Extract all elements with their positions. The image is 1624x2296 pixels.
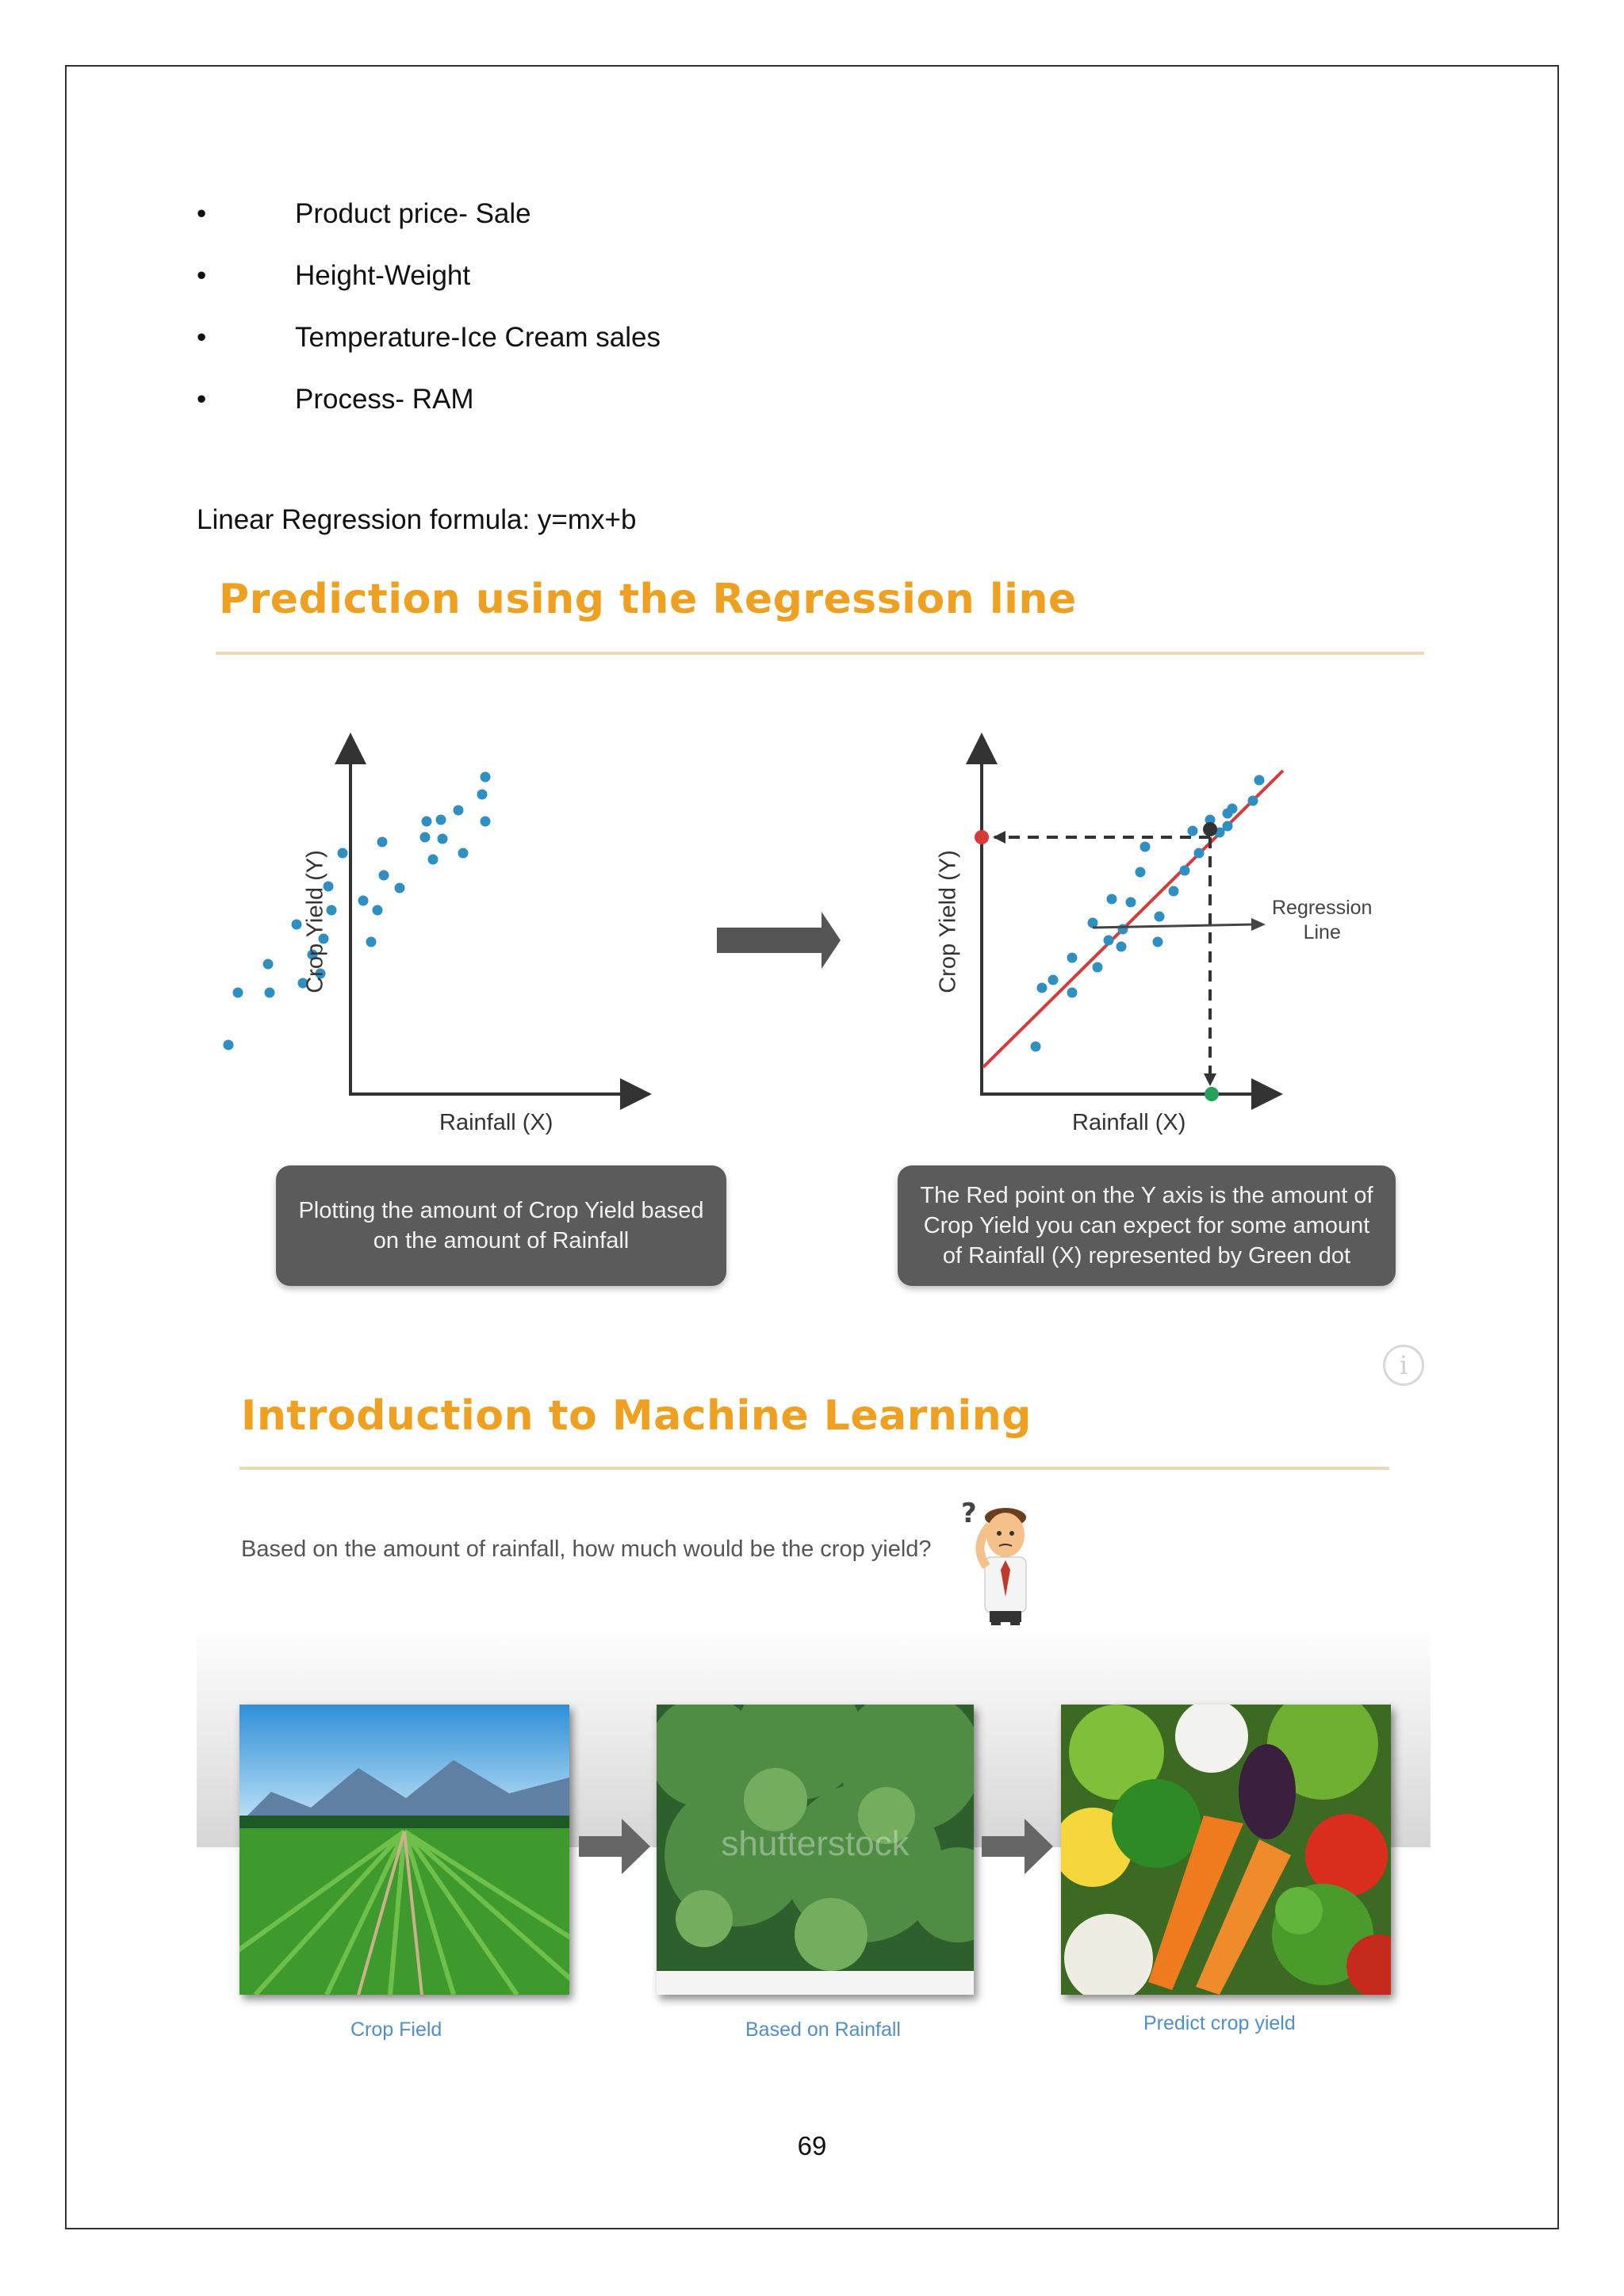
scatter-point (366, 937, 377, 947)
scatter-point (1118, 924, 1128, 935)
scatter-point (1126, 897, 1136, 908)
scatter-point (1116, 942, 1127, 952)
transition-arrow-icon (717, 912, 841, 969)
right-x-axis-label: Rainfall (X) (1072, 1110, 1186, 1135)
caption-right-line2: Crop Yield you can expect for some amount (923, 1213, 1370, 1238)
scatter-point (1107, 894, 1117, 905)
bullet-text: Height-Weight (295, 260, 471, 291)
scatter-point (1136, 867, 1146, 878)
scatter-point (233, 988, 243, 998)
scatter-point (420, 832, 431, 843)
scatter-point (477, 790, 488, 800)
slide-images (197, 555, 1431, 2084)
right-y-axis-label: Crop Yield (Y) (935, 850, 961, 993)
scatter-point (458, 848, 469, 859)
slide1-title: Prediction using the Regression line (219, 576, 1077, 623)
scatter-point (454, 806, 464, 816)
scatter-point (1188, 826, 1198, 836)
caption-left-line1: Plotting the amount of Crop Yield based (298, 1198, 704, 1223)
scatter-point (1037, 983, 1048, 993)
caption-right-line3: of Rainfall (X) represented by Green dot (942, 1243, 1351, 1269)
scatter-point (1169, 886, 1179, 897)
scatter-point (1140, 842, 1151, 852)
selected-point (1203, 822, 1217, 836)
slide2-title-rule (239, 1467, 1389, 1470)
question-text: Based on the amount of rainfall, how much would be the crop yield? (241, 1536, 932, 1562)
bullet-text: Temperature-Ice Cream sales (295, 322, 661, 353)
bullet-dot: • (197, 322, 207, 353)
caption-left (276, 1165, 726, 1286)
left-x-axis-label: Rainfall (X) (439, 1110, 553, 1135)
scatter-point (1248, 796, 1258, 806)
info-icon: i (1383, 1345, 1424, 1386)
crop-field-photo (239, 1705, 569, 1995)
scatter-point (338, 848, 348, 859)
scatter-point (1155, 912, 1165, 922)
bullet-dot: • (197, 260, 207, 291)
scatter-point (481, 817, 491, 827)
scatter-point (1067, 953, 1078, 963)
caption-left-line2: on the amount of Rainfall (373, 1228, 630, 1253)
vegetables-photo (1061, 1705, 1391, 1995)
regression-label-line2: Line (1303, 921, 1341, 943)
projection-arrowhead (993, 831, 1005, 844)
rainfall-photo (657, 1705, 974, 1995)
predicted-yield-red-point (975, 830, 989, 844)
regression-label-line1: Regression (1272, 897, 1373, 919)
scatter-point (422, 817, 432, 827)
left-y-axis-label: Crop Yield (Y) (302, 850, 328, 993)
scatter-point (395, 883, 405, 894)
arrow-icon (982, 1819, 1053, 1874)
scatter-point (373, 905, 383, 916)
scatter-point (379, 871, 389, 881)
scatter-point (263, 959, 274, 970)
scatter-point (1153, 937, 1163, 947)
bullet-dot: • (197, 198, 207, 229)
scatter-point (358, 896, 369, 906)
thought-question-mark: ? (961, 1498, 977, 1529)
scatter-point (1031, 1042, 1041, 1052)
scatter-point (438, 834, 448, 844)
scatter-point (292, 920, 302, 930)
caption-right-line1: The Red point on the Y axis is the amount of (920, 1183, 1373, 1208)
rainfall-green-point (1205, 1087, 1219, 1101)
projection-arrowhead (1204, 1073, 1216, 1086)
scatter-point (1104, 936, 1114, 946)
left-scatter-points (224, 772, 491, 1050)
scatter-point (436, 815, 446, 825)
scatter-point (1180, 866, 1190, 876)
scatter-point (1228, 804, 1238, 814)
bullet-text: Process- RAM (295, 384, 474, 415)
regression-line (983, 771, 1283, 1067)
scatter-point (1067, 988, 1078, 998)
page-number: 69 (797, 2131, 827, 2160)
scatter-point (428, 855, 439, 865)
scatter-point (265, 988, 275, 998)
crop-field-label: Crop Field (350, 2019, 442, 2041)
regression-formula: Linear Regression formula: y=mx+b (197, 504, 637, 535)
scatter-point (1194, 848, 1205, 859)
scatter-point (1048, 975, 1059, 985)
regression-pointer (1093, 924, 1254, 928)
slide2-title: Introduction to Machine Learning (241, 1392, 1032, 1440)
scatter-point (1093, 962, 1103, 973)
shutterstock-watermark: shutterstock (721, 1824, 910, 1863)
scatter-point (481, 772, 491, 783)
arrow-icon (579, 1819, 650, 1874)
based-on-rainfall-label: Based on Rainfall (745, 2019, 901, 2041)
predict-crop-yield-label: Predict crop yield (1143, 2012, 1296, 2034)
scatter-point (377, 837, 388, 848)
right-scatter-points (1031, 775, 1265, 1052)
caption-right (898, 1165, 1396, 1286)
scatter-point (224, 1040, 234, 1050)
regression-pointer-arrowhead (1251, 918, 1266, 931)
bullet-dot: • (197, 384, 207, 415)
bullet-text: Product price- Sale (295, 198, 531, 229)
scatter-point (1223, 821, 1233, 832)
scatter-point (1254, 775, 1265, 786)
regression-line-label (1272, 896, 1372, 945)
